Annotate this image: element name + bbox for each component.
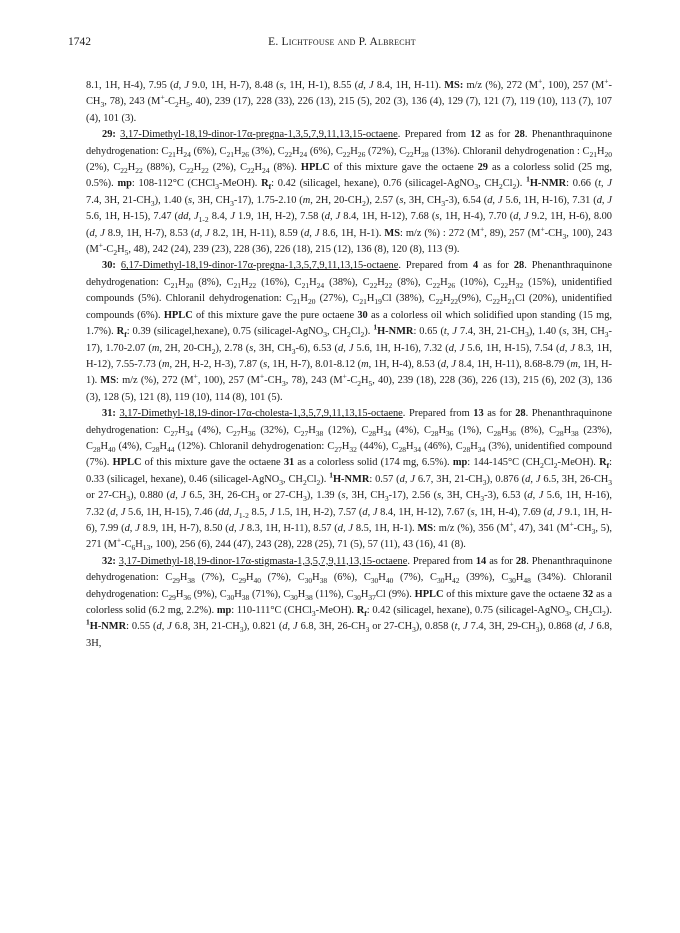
running-head-authors: E. Lichtfouse and P. Albrecht	[268, 36, 416, 48]
page-number: 1742	[68, 36, 91, 48]
compound-paragraph: 29: 3,17-Dimethyl-18,19-dinor-17α-pregna-1,3,5,7,9,11,13,15-octaene. Prepared from 12 as for 28. Phenanthraquinone dehydrogenation: $C_{21}H_{24}$ (6%), $C_{21}H_{26}$ (3%), $C_{22}H_{24}$ (6%), $C_{22}H_{26}$ (72%), $C_{22}H_{28}$ (13%). Chloranil dehydrogenation : $C_{21}H_{20}$ (2%), $C_{22}H_{22}$ (88%), $C_{22}H_{22}$ (2%), $C_{22}H_{24}$ (8%). HPLC of this mixture gave the octaene 29 as a colorless solid (25 mg, 0.5%). mp: 108-112°C (CHCl$_3$-MeOH). $R_f$: 0.42 (silicagel, hexane), 0.76 (silicagel-AgNO$_3$, $CH_2Cl_2$). $^1$H-NMR: 0.66 (t, J 7.4, 3H, $21-CH_3$), 1.40 (s, 3H, $CH_3-17$), 1.75-2.10 (m, 2H, $20-CH_2$), 2.57 (s, 3H, $CH_3-3$), 6.54 (d, J 5.6, 1H, H-16), 7.31 (d, J 5.6, 1H, H-15), 7.47 (dd, $J_{1-2}$ 8.4, J 1.9, 1H, H-2), 7.58 (d, J 8.4, 1H, H-12), 7.68 (s, 1H, H-4), 7.70 (d, J 9.2, 1H, H-6), 8.00 (d, J 8.9, 1H, H-7), 8.53 (d, J 8.2, 1H, H-11), 8.59 (d, J 8.6, 1H, H-1). MS: m/z (%) : 272 (M+, 89), 257 ($M^+-CH_3$, 100), 243 ($M^+-C_2H_5$, 48), 242 (24), 239 (23), 228 (36), 226 (18), 215 (12), 136 (8), 120 (8), 113 (9).	[86, 129, 613, 258]
experimental-text-block	[86, 78, 612, 652]
compound-paragraph: 8.1, 1H, H-4), 7.95 (d, J 9.0, 1H, H-7), 8.48 (s, 1H, H-1), 8.55 (d, J 8.4, 1H, H-11). MS: m/z (%), 272 (M+, 100), 257 ($M^+-CH_3$, 78), 243 ($M^+-C_2H_5$, 40), 239 (17), 228 (33), 226 (13), 215 (5), 202 (3), 136 (4), 129 (7), 121 (7), 119 (10), 113 (7), 107 (4), 101 (3).	[86, 76, 612, 124]
compound-paragraph: 30: 6,17-Dimethyl-18,19-dinor-17α-pregna-1,3,5,7,9,11,13,15-octaene. Prepared from 4 as for 28. Phenanthraquinone dehydrogenation: $C_{21}H_{20}$ (8%), $C_{21}H_{22}$ (16%), $C_{21}H_{24}$ (38%), $C_{22}H_{22}$ (8%), $C_{22}H_{26}$ (10%), $C_{22}H_{32}$ (15%), unidentified compounds (5%). Chloranil dehydrogenation: $C_{21}H_{20}$ (27%), $C_{21}H_{19}Cl$ (38%), $C_{22}H_{22}(9\%)$, $C_{22}H_{21}Cl$ (20%), unidentified compounds (6%). HPLC of this mixture gave the pure octaene 30 as a colorless oil which solidified upon standing (15 mg, 1.7%). $R_f$: 0.39 (silicagel,hexane), 0.75 (silicagel-AgNO$_3$, $CH_2Cl_2$). $^1$H-NMR: 0.65 (t, J 7.4, 3H, $21-CH_3$), 1.40 (s, 3H, $CH_3-17$), 1.70-2.07 (m, 2H, $20-CH_2$), 2.78 (s, 3H, $CH_3-6$), 6.53 (d, J 5.6, 1H, H-16), 7.32 (d, J 5.6, 1H, H-15), 7.54 (d, J 8.3, 1H, H-12), 7.55-7.73 (m, 2H, H-2, H-3), 7.87 (s, 1H, H-7), 8.01-8.12 (m, 1H, H-4), 8.53 (d, J 8.4, 1H, H-11), 8.68-8.79 (m, 1H, H-1). MS: m/z (%), 272 (M+, 100), 257 ($M^+-CH_3$, 78), 243 ($M^+-C_2H_5$, 40), 239 (18), 228 (36), 226 (13), 215 (6), 202 (3), 136 (3), 128 (5), 121 (8), 119 (10), 114 (8), 101 (5).	[86, 260, 613, 403]
page-header	[68, 36, 616, 54]
compound-paragraph: 31: 3,17-Dimethyl-18,19-dinor-17α-cholesta-1,3,5,7,9,11,13,15-octaene. Prepared from 13 as for 28. Phenanthraquinone dehydrogenation: $C_{27}H_{34}$ (4%), $C_{27}H_{36}$ (32%), $C_{27}H_{38}$ (12%), $C_{28}H_{34}$ (4%), $C_{28}H_{36}$ (1%), $C_{28}H_{36}$ (8%), $C_{28}H_{38}$ (23%), $C_{28}H_{40}$ (4%), $C_{28}H_{44}$ (12%). Chloranil dehydrogenation: $C_{27}H_{32}$ (44%), $C_{28}H_{34}$ (46%), $C_{28}H_{34}$ (3%), unidentified compound (7%). HPLC of this mixture gave the octaene 31 as a colorless solid (174 mg, 6.5%). mp: 144-145°C $(CH_2Cl_2-MeOH)$. $R_f$: 0.33 (silicagel, hexane), 0.46 (silicagel-AgNO$_3$, $CH_2Cl_2$). $^1$H-NMR: 0.57 (d, J 6.7, 3H, $21-CH_3$), 0.876 (d, J 6.5, 3H, $26-CH_3$ or $27-CH_3$), 0.880 (d, J 6.5, 3H, $26-CH_3$ or $27-CH_3$), 1.39 (s, 3H, $CH_3-17$), 2.56 (s, 3H, $CH_3-3$), 6.53 (d, J 5.6, 1H, H-16), 7.32 (d, J 5.6, 1H, H-15), 7.46 (dd, $J_{1-2}$ 8.5, J 1.5, 1H, H-2), 7.57 (d, J 8.4, 1H, H-12), 7.67 (s, 1H, H-4), 7.69 (d, J 9.1, 1H, H-6), 7.99 (d, J 8.9, 1H, H-7), 8.50 (d, J 8.3, 1H, H-11), 8.57 (d, J 8.5, 1H, H-1). MS: m/z (%), 356 (M+, 47), 341 ($M^+-CH_3$, 5), 271 ($M^+-C_6H_{13}$, 100), 256 (6), 244 (47), 243 (28), 228 (25), 71 (5), 57 (11), 43 (16), 41 (8).	[86, 408, 613, 553]
compound-paragraph: 32: 3,17-Dimethyl-18,19-dinor-17α-stigmasta-1,3,5,7,9,11,13,15-octaene. Prepared from 14 as for 28. Phenanthraquinone dehydrogenation: $C_{29}H_{38}$ (7%), $C_{29}H_{40}$ (7%), $C_{30}H_{38}$ (6%), $C_{30}H_{40}$ (7%), $C_{30}H_{42}$ (39%), $C_{30}H_{48}$ (34%). Chloranil dehydrogenation: $C_{29}H_{36}$ (9%), $C_{30}H_{38}$ (71%), $C_{30}H_{38}$ (11%), $C_{30}H_{37}Cl$ (9%). HPLC of this mixture gave the octaene 32 as a colorless solid (6.2 mg, 2.2%). mp: 110-111°C (CHCl$_3$-MeOH). $R_f$: 0.42 (silicagel, hexane), 0.75 (silicagel-AgNO$_3$, $CH_2Cl_2$). $^1$H-NMR: 0.55 (d, J 6.8, 3H, $21-CH_3$), 0.821 (d, J 6.8, 3H, $26-CH_3$ or $27-CH_3$), 0.858 (t, J 7.4, 3H, $29-CH_3$), 0.868 (d, J 6.8, 3H,	[86, 555, 613, 649]
